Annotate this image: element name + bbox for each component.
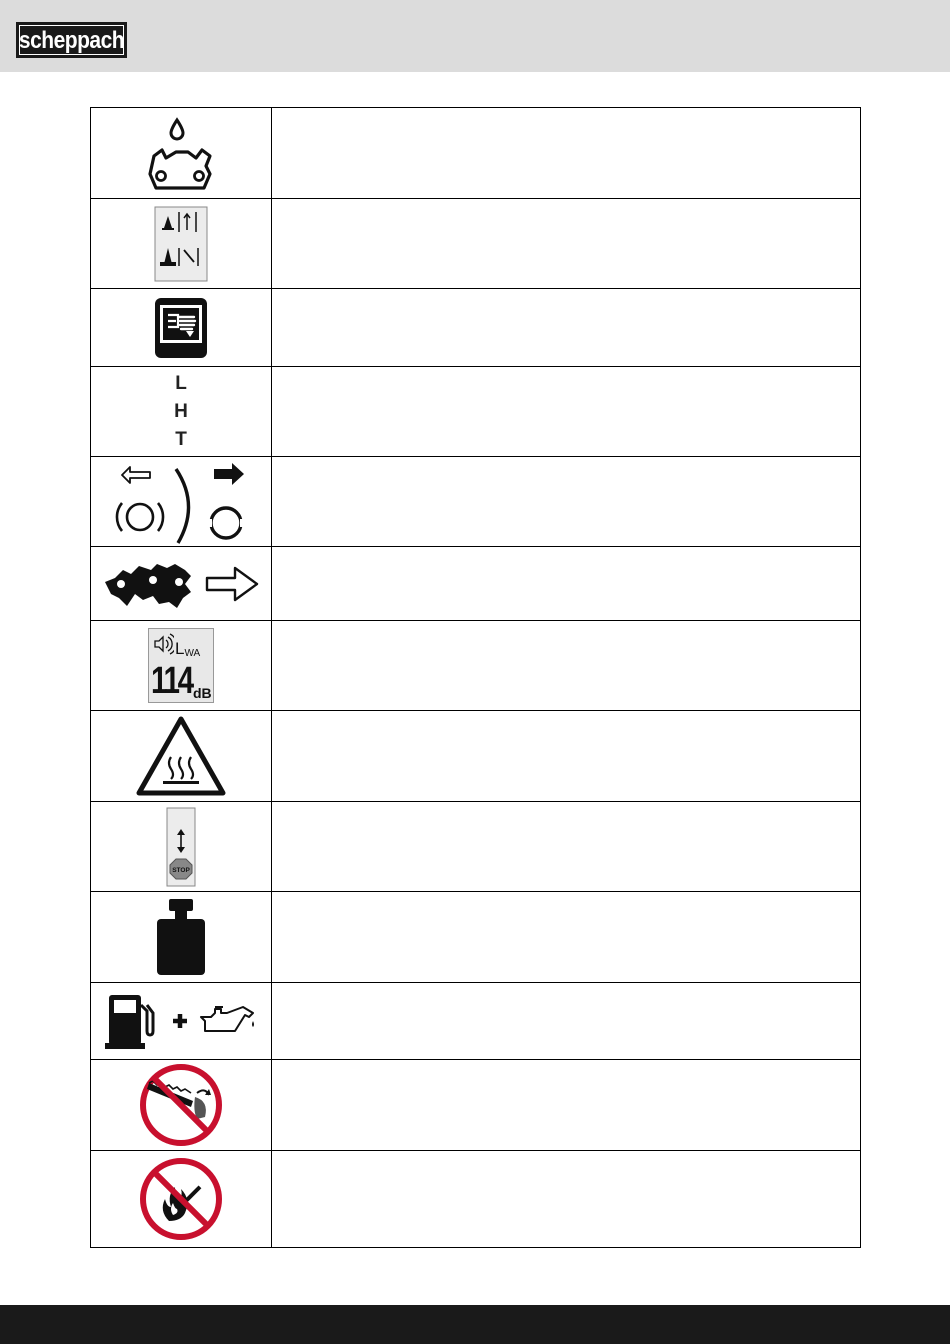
- symbol-cell: [91, 621, 272, 711]
- table-row: [91, 621, 861, 711]
- symbol-cell: [91, 802, 272, 892]
- sound-power-value: 114: [151, 660, 192, 702]
- page-header: [0, 0, 950, 72]
- description-cell: [272, 802, 861, 892]
- sound-power-unit: dB: [193, 685, 212, 701]
- scheppach-logo: [16, 22, 127, 58]
- hot-surface-warning-icon: [135, 715, 227, 797]
- description-cell: [272, 983, 861, 1060]
- symbol-cell: [91, 547, 272, 621]
- symbol-cell: [91, 711, 272, 802]
- weight-icon: [155, 897, 207, 977]
- symbol-cell: [91, 983, 272, 1060]
- description-cell: [272, 1060, 861, 1151]
- description-cell: [272, 547, 861, 621]
- symbol-cell: [91, 1151, 272, 1248]
- table-row: [91, 1060, 861, 1151]
- description-cell: [272, 457, 861, 547]
- description-cell: [272, 108, 861, 199]
- screw-label-l: L: [175, 372, 187, 394]
- brand-name: scheppach: [18, 26, 125, 54]
- page-footer: [0, 1305, 950, 1344]
- carburetor-screws-icon: [91, 370, 271, 454]
- description-cell: [272, 199, 861, 289]
- description-cell: [272, 711, 861, 802]
- table-row: [91, 802, 861, 892]
- screw-label-t: T: [175, 428, 187, 450]
- description-cell: [272, 367, 861, 457]
- description-cell: [272, 892, 861, 983]
- symbol-table: [90, 107, 861, 1248]
- table-row: [91, 547, 861, 621]
- carburetor-adjustment-icon: [154, 206, 208, 282]
- description-cell: [272, 1151, 861, 1248]
- speaker-icon: [152, 633, 174, 655]
- no-open-flame-icon: [139, 1157, 223, 1241]
- symbol-cell: [91, 367, 272, 457]
- sound-power-icon: [148, 628, 214, 703]
- symbol-cell: [91, 457, 272, 547]
- symbol-cell: [91, 199, 272, 289]
- symbol-cell: [91, 108, 272, 199]
- table-row: [91, 711, 861, 802]
- description-cell: [272, 289, 861, 367]
- table-row: [91, 199, 861, 289]
- symbol-cell: [91, 1060, 272, 1151]
- table-row: [91, 892, 861, 983]
- symbol-cell: [91, 892, 272, 983]
- lwa-label: $L_{WA}$: [175, 639, 201, 659]
- choke-stop-icon: [166, 807, 196, 887]
- table-row: [91, 457, 861, 547]
- chain-direction-icon: [101, 556, 261, 612]
- description-cell: [272, 621, 861, 711]
- table-row: [91, 108, 861, 199]
- table-row: [91, 1151, 861, 1248]
- read-manual-icon: [154, 297, 208, 359]
- chain-brake-icon: [106, 459, 256, 545]
- table-row: [91, 983, 861, 1060]
- symbol-cell: [91, 289, 272, 367]
- chain-oil-icon: [146, 114, 216, 192]
- table-row: [91, 289, 861, 367]
- no-one-hand-operation-icon: [139, 1063, 223, 1147]
- screw-label-h: H: [174, 400, 188, 422]
- stop-label: STOP: [172, 866, 190, 874]
- table-row: [91, 367, 861, 457]
- fuel-oil-mix-icon: [101, 991, 261, 1051]
